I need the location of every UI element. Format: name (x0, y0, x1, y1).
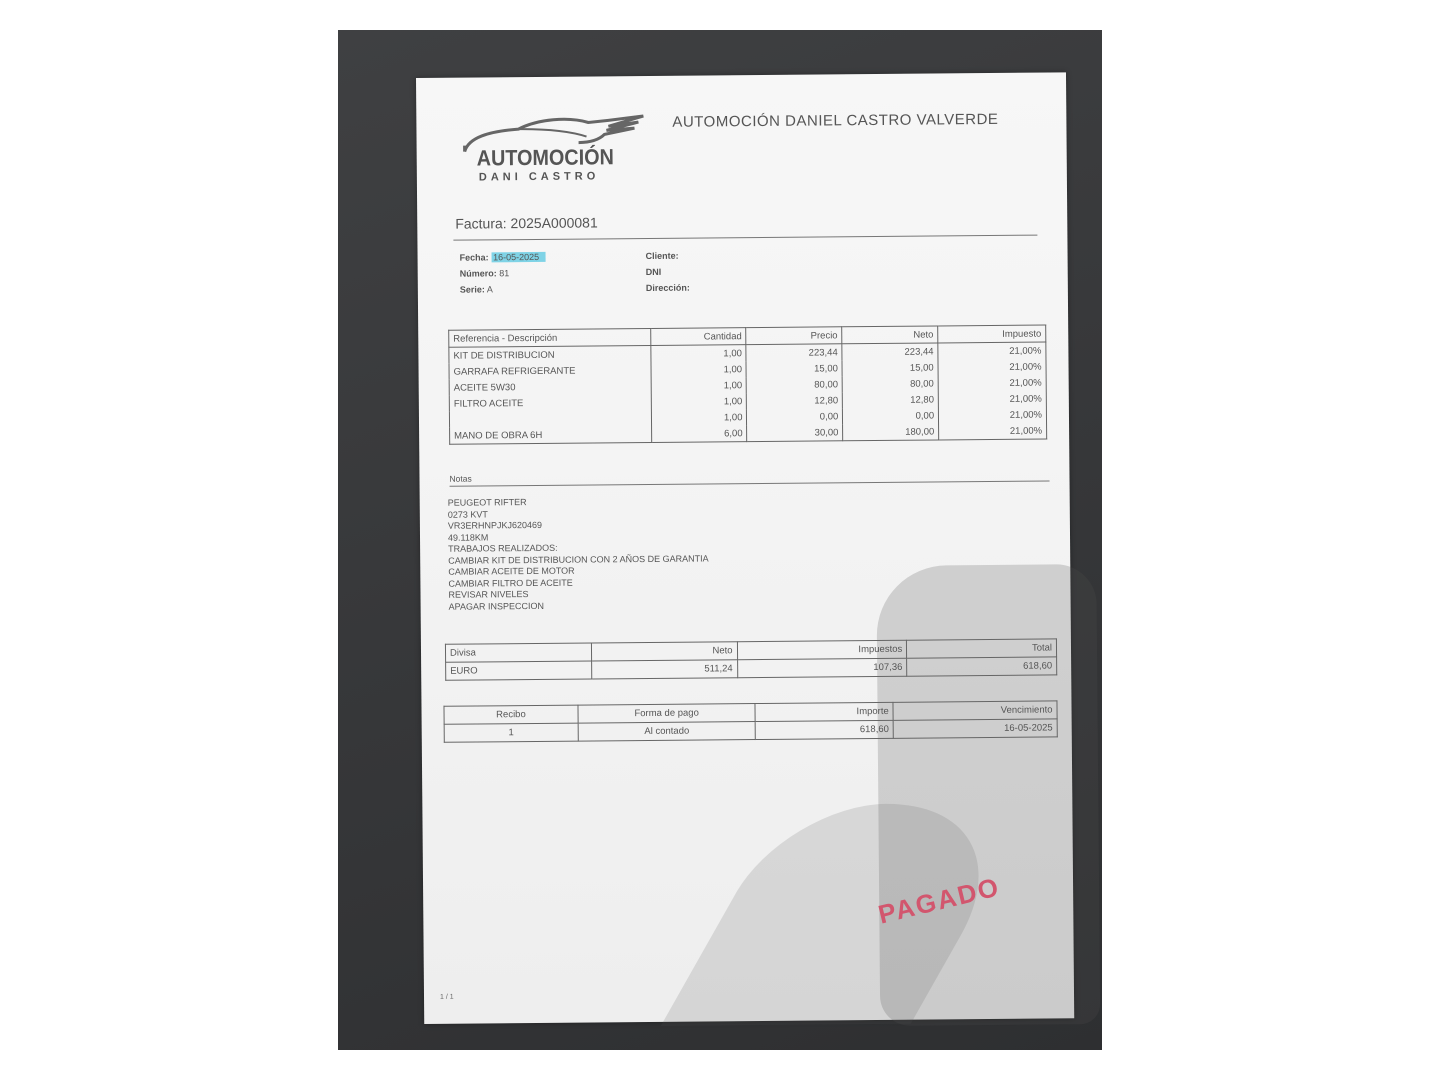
payment-method-header: Forma de pago (578, 704, 756, 724)
payment-amount: 618,60 (756, 720, 894, 739)
company-name: AUTOMOCIÓN DANIEL CASTRO VALVERDE (672, 110, 999, 131)
notes-line: 49.118KM (447, 531, 489, 543)
notes-block (448, 495, 709, 612)
item-description: FILTRO ACEITE (449, 394, 651, 412)
totals-taxes: 107,36 (737, 658, 907, 677)
item-quantity: 1,00 (651, 393, 747, 410)
item-price: 80,00 (747, 376, 843, 393)
invoice-paper (416, 72, 1074, 1024)
item-description: ACEITE 5W30 (449, 378, 651, 396)
notes-divider (450, 480, 1050, 486)
totals-total-header: Total (907, 639, 1057, 658)
item-net: 0,00 (843, 407, 939, 424)
item-net: 12,80 (843, 391, 939, 408)
notes-line: 0273 KVT (447, 508, 488, 520)
payment-receipt: 1 (444, 723, 578, 742)
notes-line: APAGAR INSPECCION (448, 600, 545, 612)
col-net: Neto (842, 326, 938, 344)
info-left (459, 249, 545, 298)
item-tax: 21,00% (938, 375, 1046, 392)
totals-currency-header: Divisa (445, 643, 591, 662)
notes-line: CAMBIAR ACEITE DE MOTOR (448, 565, 575, 577)
info-series: Serie: A (459, 284, 493, 295)
item-tax: 21,00% (938, 391, 1046, 408)
item-price: 15,00 (746, 360, 842, 377)
totals-currency: EURO (446, 661, 592, 680)
info-client: Cliente: (645, 250, 679, 262)
notes-line: CAMBIAR FILTRO DE ACEITE (448, 577, 573, 589)
item-price: 223,44 (746, 344, 842, 361)
items-table (448, 325, 1047, 445)
payment-method: Al contado (578, 722, 756, 742)
item-price: 0,00 (747, 408, 843, 425)
totals-net: 511,24 (591, 660, 737, 679)
invoice-title: Factura: 2025A000081 (455, 214, 598, 232)
totals-total: 618,60 (907, 657, 1057, 676)
notes-line: REVISAR NIVELES (448, 589, 529, 600)
col-tax: Impuesto (938, 325, 1046, 343)
info-dni: DNI (645, 266, 662, 278)
page-number: 1 / 1 (439, 993, 454, 1001)
info-date: Fecha: 16-05-2025 (459, 249, 545, 266)
item-net: 15,00 (842, 359, 938, 376)
notes-line: PEUGEOT RIFTER (447, 497, 527, 508)
item-quantity: 1,00 (651, 409, 747, 426)
payment-due-date: 16-05-2025 (893, 719, 1057, 738)
item-description: GARRAFA REFRIGERANTE (449, 362, 651, 380)
col-reference: Referencia - Descripción (449, 328, 651, 347)
item-price: 30,00 (747, 424, 843, 441)
item-net: 223,44 (842, 343, 938, 360)
item-tax: 21,00% (939, 407, 1047, 424)
payment-table (443, 700, 1057, 742)
item-quantity: 1,00 (651, 377, 747, 394)
logo-line2: DANI CASTRO (478, 170, 600, 184)
info-number: Número: 81 (459, 268, 510, 279)
item-quantity: 6,00 (651, 425, 747, 442)
item-description: MANO DE OBRA 6H (450, 426, 652, 444)
totals-net-header: Neto (591, 642, 737, 661)
payment-receipt-header: Recibo (444, 705, 578, 724)
totals-table (445, 638, 1057, 680)
payment-amount-header: Importe (755, 702, 893, 721)
notes-label: Notas (449, 473, 472, 484)
item-price: 12,80 (747, 392, 843, 409)
info-right (645, 248, 689, 296)
notes-line: TRABAJOS REALIZADOS: (448, 542, 558, 554)
logo-line1: AUTOMOCIÓN (476, 144, 614, 171)
totals-taxes-header: Impuestos (737, 640, 907, 659)
item-net: 80,00 (842, 375, 938, 392)
item-description (449, 410, 651, 428)
title-divider (453, 235, 1037, 241)
item-quantity: 1,00 (650, 345, 746, 362)
photo-background (338, 30, 1102, 1050)
col-price: Precio (746, 327, 842, 345)
notes-line: CAMBIAR KIT DE DISTRIBUCION CON 2 AÑOS DE GARANTIA (448, 552, 709, 566)
item-description: KIT DE DISTRIBUCION (449, 345, 651, 363)
item-quantity: 1,00 (651, 361, 747, 378)
company-logo (456, 114, 647, 196)
info-address: Dirección: (645, 282, 690, 294)
date-highlighted: 16-05-2025 (491, 252, 545, 262)
notes-line: VR3ERHNPJKJ620469 (447, 519, 543, 531)
item-net: 180,00 (843, 423, 939, 440)
item-tax: 21,00% (939, 423, 1047, 440)
item-tax: 21,00% (938, 359, 1046, 376)
paid-stamp: PAGADO (875, 871, 1004, 930)
payment-due-header: Vencimiento (893, 701, 1057, 720)
col-quantity: Cantidad (650, 328, 746, 346)
item-tax: 21,00% (938, 342, 1046, 359)
